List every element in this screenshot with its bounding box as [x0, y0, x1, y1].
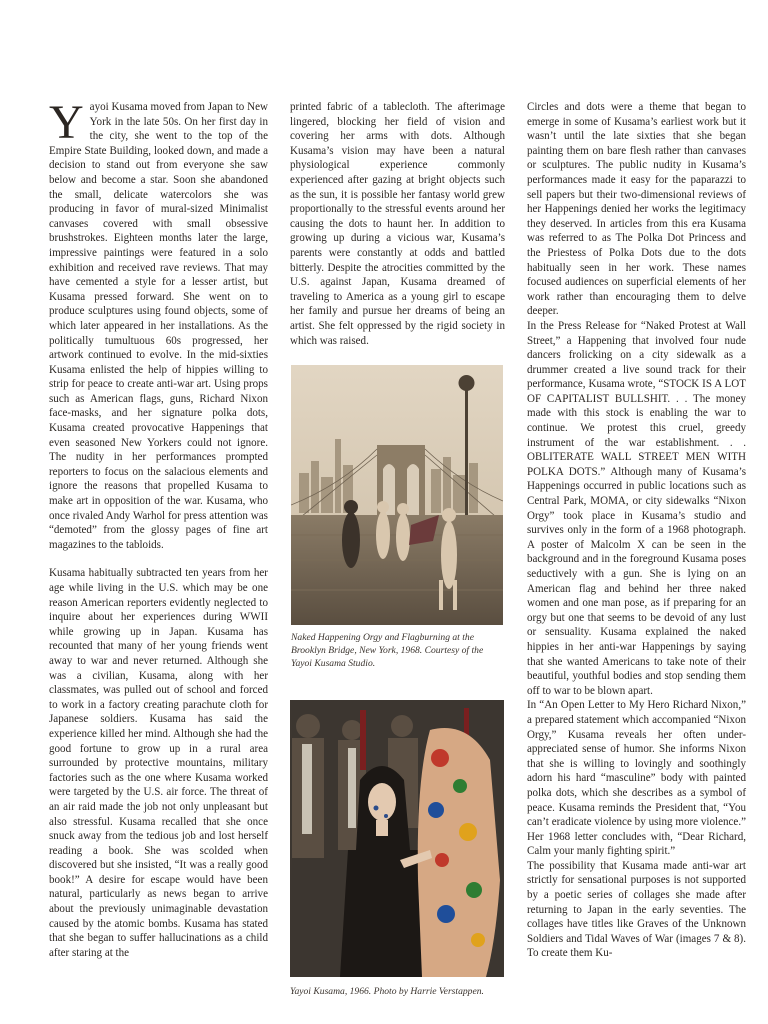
kusama-portrait-photo — [290, 700, 504, 977]
article-column-1 — [49, 96, 268, 960]
article-paragraph: In the Press Release for “Naked Protest at Wall Street,” a Happening that involved four nude dancers frolicking on a city sidewalk as a drummer created a live sound track for their performance, Kusama wrote, “STOCK IS A LOT OF CAPITALIST BULLSHIT. . . The money made with this stock is enabling the war to continue. We protest this cruel, greedy instrument of the war establishment. . . OBLITERATE WALL STREET MEN WITH POLKA DOTS.” Although many of Kusama’s Happenings occurred in public locations such as Central Park, MOMA, or city sidewalks “Nixon Orgy” took place in Kusama’s studio and survives only in the form of a 1968 photograph. A poster of Malcolm X can be seen in the background and in the foreground Kusama poses seductively with a gun. She is lying on an American flag and behind her three naked women and one man pose, as if preparing for an orgy but one that seems to be devoid of any lust or sensuality. Kusama explained the naked hippies in her anti-war Happenings by saying that she wanted Americans to take note of their beautiful, youthful bodies and stop sending them off to war to be blown apart. — [527, 319, 746, 697]
article-paragraph: In “An Open Letter to My Hero Richard Nixon,” a prepared statement which accompanied “Nixon Orgy,” Kusama reveals her often under-appreciated sense of humor. She informs Nixon that she is willing to lovingly and soothingly adorn his hard “masculine” body with painted polka dots, which she describes as a symbol of peace. Kusama reminds the President that, “You can’t eradicate violence by using more violence.” Her 1968 letter concludes with, “Dear Richard, Calm your manly fighting spirit.” — [527, 699, 746, 858]
article-paragraph: Kusama habitually subtracted ten years from her age while living in the U.S. which may be one reason American reporters evidently neglected to inquire about her experiences during WWII while growing up in Japan. Kusama has recounted that many of her young friends went away to war and never returned. Although she was a civilian, Kusama, along with her classmates, was pulled out of school and forced to work in a factory creating parachute cloth for Japanese soldiers. Kusama has said the experience killed her mind. Although she had the good fortune to grow up in a rural area surrounded by protective mountains, military factories such as the one where Kusama worked were targeted by the U.S. air force. The threat of an air raid made the job not only unpleasant but also stressful. Kusama recalled that she once snuck away from the tedious job and lost herself reading a book. She was scolded when discovered but she insisted, “It was a really good book!” A desire for escape would have been natural, particularly as news began to arrive about the previously unimaginable devastation caused by the atomic bombs. Kusama has stated that she began to suffer hallucinations as a child after staring at the — [49, 567, 268, 959]
photo-caption: Naked Happening Orgy and Flagburning at the Brooklyn Bridge, New York, 1968. Courtesy of the Yayoi Kusama Studio. — [291, 632, 484, 669]
photo-caption: Yayoi Kusama, 1966. Photo by Harrie Verstappen. — [290, 986, 484, 997]
article-paragraph: The possibility that Kusama made anti-war art strictly for sensational purposes is not supported by a poetic series of collages she made after returning to Japan in the early seventies. The collages have titles like Graves of the Unknown Soldiers and Tidal Waves of War (images 7 & 8). To create them Ku- — [527, 859, 746, 960]
kusama-painting-performer-illustration — [290, 700, 504, 977]
brooklyn-bridge-illustration — [291, 365, 503, 625]
article-column-2 — [290, 100, 505, 348]
paragraph-text: ayoi Kusama moved from Japan to New York in the late 50s. On her first day in the city, she went to the top of the Empire State Building, looked down, and made a decision to stand out from everyone she saw below and become a star. Soon she abandoned the small, delicate watercolors she was producing in favor of mural-sized Minimalist canvases covered with small obsessive brushstrokes. Eighteen months later the large, impressive paintings were featured in a solo exhibition and received rave reviews. That may have cemented a style for a lesser artist, but Kusama pressed forward. She went on to produce sculptures using found objects, some of which later appeared in her installations. As the politically tumultuous 60s progressed, her artwork continued to evolve. In the mid-sixties Kusama enlisted the help of hippies willing to strip for peace to create anti-war art. Using props such as American flags, guns, Richard Nixon face-masks, and her signature polka dots, Kusama created provocative Happenings that even seasoned New Yorkers could not ignore. The nudity in her performances prompted reporters to focus on the salacious elements and ignore the reasons that propelled Kusama to make art in opposition of the war. Kusama, who once rivaled Andy Warhol for press attention was “demoted” from the glossy pages of fine art magazines to the tabloids. — [49, 101, 268, 551]
article-paragraph: Circles and dots were a theme that began to emerge in some of Kusama’s earliest work but it wasn’t until the late sixties that she began painting them on bare flesh rather than canvases or sculptures. The public nudity in Kusama’s performances made it easy for the paparazzi to sell papers but their two-dimensional reviews of her Happenings denied her works the legitimacy they deserved. In articles from this era Kusama was referred to as The Polka Dot Princess and the Priestess of Polka Dots due to the dots habitually seen in her work. These names focused audiences on superficial elements of her work rather than encouraging them to delve deeper. — [527, 101, 746, 318]
brooklyn-bridge-happening-photo — [291, 365, 503, 625]
article-column-3 — [527, 100, 746, 961]
article-paragraph — [49, 96, 268, 552]
article-paragraph: printed fabric of a tablecloth. The afterimage lingered, blocking her field of vision and covering her arms with dots. Although Kusama’s vision may have been a natural physiological experience commonly experienced after gazing at bright objects such as the sun, it is possible her fantasy world grew proportionally to the stressful events around her causing the dots to haunt her. In addition to growing up during a vicious war, Kusama’s parents were constantly at odds and battled bitterly. Despite the atrocities committed by the U.S. against Japan, Kusama dreamed of traveling to America as a young girl to escape her family and pursue her dreams of being an artist. She felt oppressed by the rigid society in which was raised. — [290, 101, 505, 347]
drop-cap: Y — [49, 96, 84, 149]
